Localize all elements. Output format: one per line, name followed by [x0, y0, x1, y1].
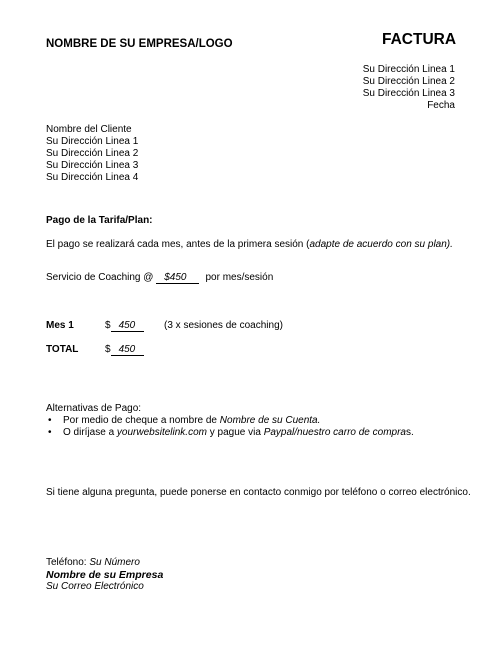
- charge-amount-value: 450: [111, 320, 145, 332]
- phone-value: Su Número: [89, 557, 140, 568]
- sender-address-line-2: Su Dirección Linea 2: [362, 76, 455, 87]
- service-suffix: por mes/sesión: [205, 272, 274, 283]
- charge-amount: [105, 320, 144, 332]
- total-currency: $: [105, 344, 111, 355]
- client-address-line-2: Su Dirección Linea 2: [46, 148, 139, 159]
- service-prefix: Servicio de Coaching @: [46, 272, 157, 283]
- alternative-online: [46, 427, 414, 439]
- paypal-cart: Paypal/nuestro carro de compra: [263, 427, 406, 438]
- payment-heading: Pago de la Tarifa/Plan:: [46, 215, 153, 226]
- sender-address: [363, 64, 455, 112]
- alternative-cheque: [46, 415, 414, 427]
- payment-description-text: El pago se realizará cada mes, antes de la primera sesión (: [46, 239, 310, 250]
- total-label: TOTAL: [46, 344, 79, 355]
- alternative-online-prefix: O diríjase a: [63, 427, 117, 438]
- contact-message: Si tiene alguna pregunta, puede ponerse en contacto conmigo por teléfono o correo electrónico.: [46, 487, 471, 498]
- charge-note: (3 x sesiones de coaching): [164, 320, 283, 331]
- total-amount: [105, 344, 144, 356]
- signature-company-name: Nombre de su Empresa: [46, 569, 164, 581]
- charge-label: Mes 1: [46, 320, 74, 331]
- alternatives-list: [46, 415, 414, 439]
- alternative-online-middle: y pague via: [206, 427, 264, 438]
- service-price: $450: [156, 272, 199, 284]
- client-address-line-1: Su Dirección Linea 1: [46, 136, 139, 147]
- invoice-title: FACTURA: [382, 31, 457, 48]
- client-address-line-3: Su Dirección Linea 3: [46, 160, 139, 171]
- alternative-online-suffix: s.: [405, 427, 414, 438]
- invoice-date-label: Fecha: [427, 100, 455, 111]
- client-address-line-4: Su Dirección Linea 4: [46, 172, 139, 183]
- sender-address-line-1: Su Dirección Linea 1: [362, 64, 455, 75]
- signature-email: Su Correo Electrónico: [46, 581, 144, 592]
- payment-description-note: adapte de acuerdo con su plan).: [309, 239, 453, 250]
- company-name-logo: NOMBRE DE SU EMPRESA/LOGO: [46, 38, 233, 50]
- sender-address-line-3: Su Dirección Linea 3: [362, 88, 455, 99]
- client-block: [46, 124, 138, 184]
- phone-label: Teléfono:: [46, 557, 90, 568]
- payment-description: [46, 239, 453, 251]
- alternative-cheque-text: Por medio de cheque a nombre de: [63, 415, 220, 426]
- total-amount-value: 450: [111, 344, 145, 356]
- client-name: Nombre del Cliente: [46, 124, 132, 135]
- website-link: yourwebsitelink.com: [116, 427, 207, 438]
- account-name: Nombre de su Cuenta.: [219, 415, 321, 426]
- contact-phone: [46, 557, 140, 569]
- alternatives-heading: Alternativas de Pago:: [46, 403, 142, 414]
- service-line: [46, 272, 273, 284]
- charge-currency: $: [105, 320, 111, 331]
